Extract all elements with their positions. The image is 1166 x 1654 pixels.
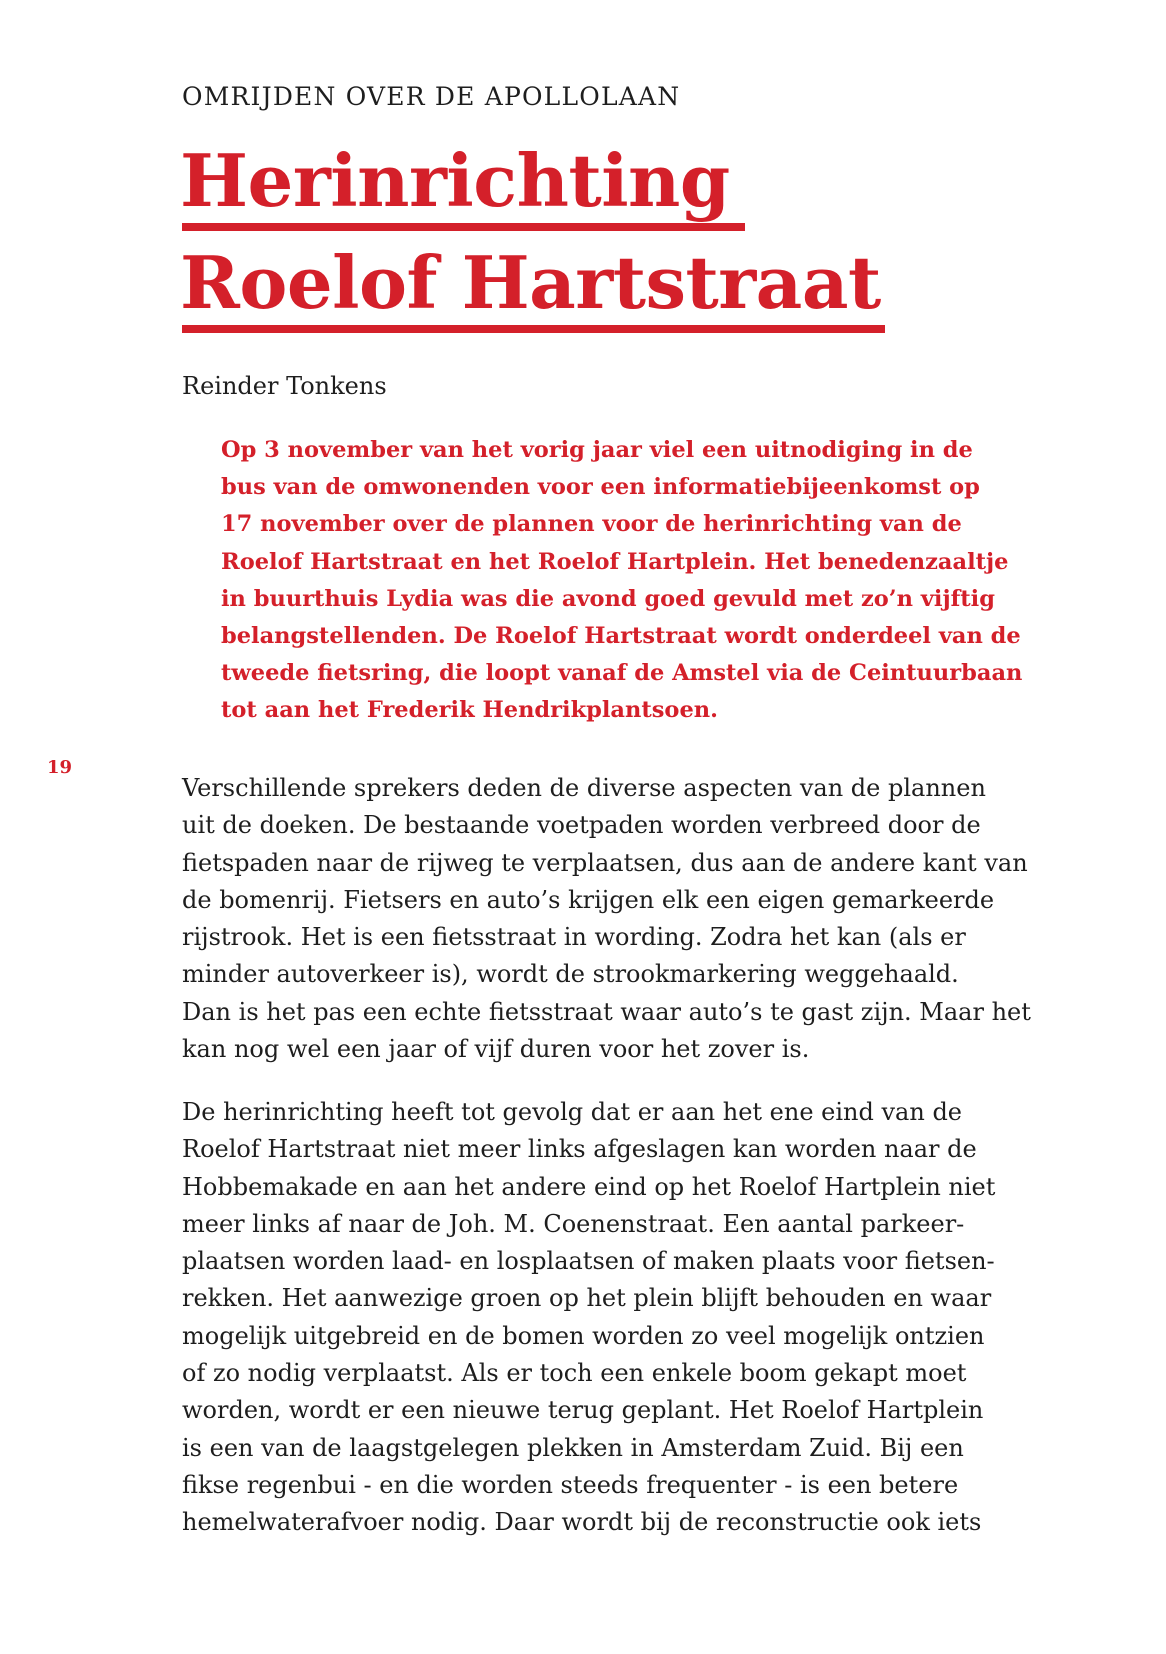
body-line: Hobbemakade en aan het andere eind op het Roelof Hartplein niet: [182, 1172, 996, 1201]
body-line: de bomenrij. Fietsers en auto’s krijgen elk een eigen gemarkeerde: [182, 885, 995, 914]
article-title-line-2: Roelof Hartstraat: [180, 240, 881, 325]
body-line: fietspaden naar de rijweg te verplaatsen, dus aan de andere kant van: [182, 848, 1028, 877]
body-line: worden, wordt er een nieuwe terug geplant. Het Roelof Hartplein: [182, 1396, 984, 1425]
body-line: Verschillende sprekers deden de diverse aspecten van de plannen: [182, 774, 986, 802]
section-kicker: OMRIJDEN OVER DE APOLLOLAAN: [182, 82, 681, 111]
lead-paragraph: [221, 432, 1051, 730]
lead-line: bus van de omwonenden voor een informatiebijeenkomst op: [221, 474, 980, 501]
body-line: rekken. Het aanwezige groen op het plein blijft behouden en waar: [182, 1284, 992, 1313]
body-line: De herinrichting heeft tot gevolg dat er aan het ene eind van de: [182, 1098, 963, 1126]
lead-line: tot aan het Frederik Hendrikplantsoen.: [221, 697, 718, 724]
body-line: mogelijk uitgebreid en de bomen worden zo veel mogelijk ontzien: [182, 1321, 985, 1350]
author-byline: Reinder Tonkens: [182, 372, 387, 400]
lead-line: Op 3 november van het vorig jaar viel een uitnodiging in de: [221, 437, 973, 463]
lead-line: tweede fietsring, die loopt vanaf de Amstel via de Ceintuurbaan: [221, 660, 1023, 687]
lead-line: in buurthuis Lydia was die avond goed gevuld met zo’n vijftig: [221, 585, 995, 612]
body-line: of zo nodig verplaatst. Als er toch een enkele boom gekapt moet: [182, 1359, 967, 1388]
body-line: is een van de laagstgelegen plekken in Amsterdam Zuid. Bij een: [182, 1433, 964, 1462]
lead-line: Roelof Hartstraat en het Roelof Hartplein. Het benedenzaaltje: [221, 548, 1009, 575]
title-underline-1: [182, 223, 745, 231]
body-paragraph-1: [182, 770, 1062, 1068]
body-line: fikse regenbui - en die worden steeds frequenter - is een betere: [182, 1470, 959, 1499]
title-underline-2: [182, 325, 885, 333]
page-number: 19: [47, 757, 73, 778]
body-line: uit de doeken. De bestaande voetpaden worden verbreed door de: [182, 811, 981, 840]
body-line: kan nog wel een jaar of vijf duren voor het zover is.: [182, 1035, 810, 1064]
body-line: Roelof Hartstraat niet meer links afgeslagen kan worden naar de: [182, 1135, 977, 1164]
lead-line: belangstellenden. De Roelof Hartstraat wordt onderdeel van de: [221, 623, 1021, 650]
body-line: minder autoverkeer is), wordt de strookmarkering weggehaald.: [182, 960, 959, 989]
body-line: meer links af naar de Joh. M. Coenenstraat. Een aantal parkeer-: [182, 1209, 965, 1238]
body-line: rijstrook. Het is een fietsstraat in wording. Zodra het kan (als er: [182, 923, 966, 952]
body-line: plaatsen worden laad- en losplaatsen of maken plaats voor fietsen-: [182, 1247, 995, 1276]
lead-line: 17 november over de plannen voor de herinrichting van de: [221, 511, 962, 538]
article-title-line-1: Herinrichting: [180, 138, 730, 223]
body-paragraph-2: [182, 1094, 1062, 1542]
body-line: hemelwaterafvoer nodig. Daar wordt bij de reconstructie ook iets: [182, 1508, 982, 1537]
body-line: Dan is het pas een echte fietsstraat waar auto’s te gast zijn. Maar het: [182, 997, 1031, 1026]
